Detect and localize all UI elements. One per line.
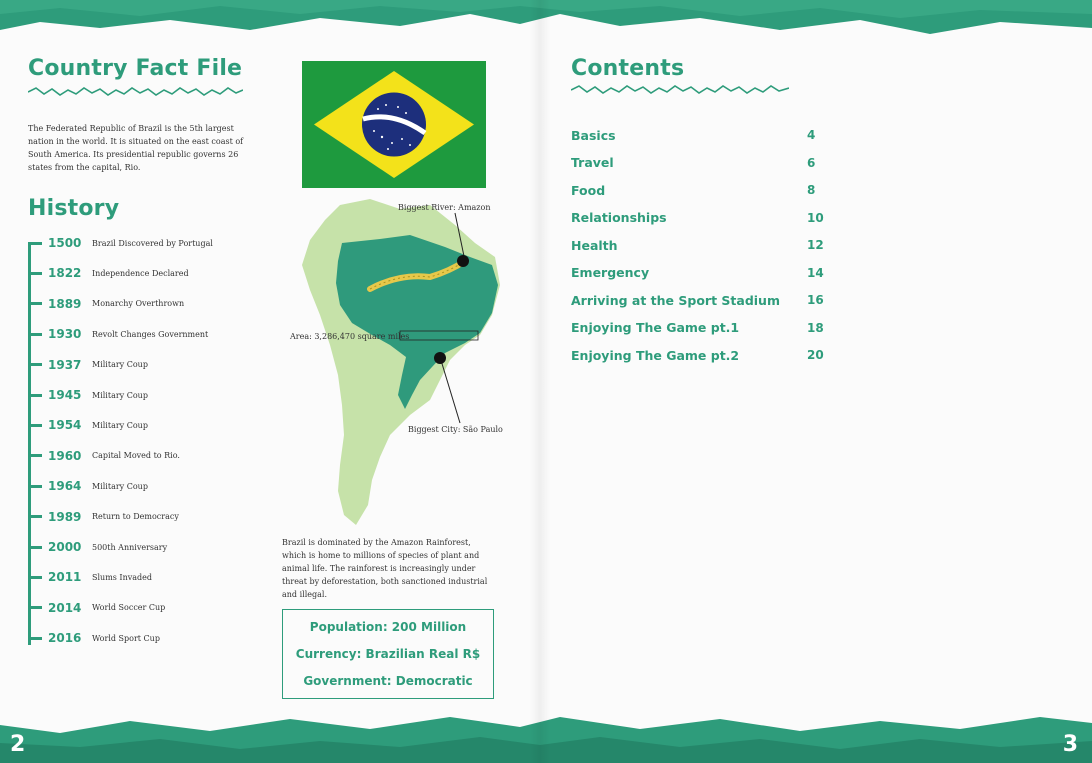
timeline-event: Slums Invaded [92,572,153,582]
contents-entry [571,126,831,144]
intro-paragraph: The Federated Republic of Brazil is the 5th largest nation in the world. It is situated on the east coast of South America. Its presidential republic governs 26 states from the capital, Rio. [28,124,244,172]
page-number-left: 2 [10,732,26,757]
timeline-entry [28,417,148,433]
timeline-tick [28,515,42,518]
contents-entry-label: Relationships [571,210,667,225]
timeline-tick [28,272,42,275]
timeline-tick [28,424,42,427]
timeline-entry [28,265,189,281]
timeline-tick [28,333,42,336]
currency-fact: Currency: Brazilian Real R$ [295,647,481,661]
map-label-area: Area: 3,286,470 square miles [290,332,410,341]
timeline-tick [28,242,42,245]
timeline-event: Brazil Discovered by Portugal [92,238,213,248]
page-title-contents: Contents [571,56,685,81]
timeline-event: Military Coup [92,420,148,430]
timeline-entry [28,509,179,525]
timeline-tick [28,637,42,640]
timeline-event: 500th Anniversary [92,542,168,552]
timeline-event: Independence Declared [92,268,189,278]
contents-entry-page: 10 [807,210,824,225]
contents-entry-page: 4 [807,128,816,142]
brazil-flag [302,61,486,188]
timeline-year: 1954 [48,418,82,433]
page-number-right: 3 [1062,732,1078,757]
timeline-entry [28,539,167,555]
timeline-entry [28,630,160,646]
contents-entry [571,264,831,282]
contents-entry-label: Enjoying The Game pt.1 [571,320,740,335]
contents-entry-label: Basics [571,127,616,143]
timeline-tick [28,576,42,579]
page-title-country-fact-file: Country Fact File [28,56,243,81]
contents-entry-label: Enjoying The Game pt.2 [571,347,740,363]
contents-entry-page: 18 [807,320,824,335]
timeline-year: 1500 [48,236,82,250]
contents-entry [571,181,831,199]
timeline-tick [28,302,42,305]
contents-entry-label: Emergency [571,265,650,280]
timeline-event: Capital Moved to Rio. [92,451,180,461]
contents-entry-label: Food [571,182,606,198]
timeline-entry [28,235,213,251]
contents-entry [571,154,831,172]
timeline-entry [28,448,180,464]
timeline-year: 1937 [48,357,82,372]
contents-entry-label: Travel [571,155,614,170]
government-fact: Government: Democratic [303,674,473,688]
contents-entry [571,346,831,364]
timeline-tick [28,546,42,549]
contents-entry [571,236,831,254]
timeline-year: 2014 [48,600,82,615]
timeline-entry [28,478,148,494]
timeline-entry [28,357,148,373]
contents-entry-page: 16 [807,293,824,307]
timeline-year: 2000 [48,540,82,554]
timeline-year: 1945 [48,388,82,402]
timeline-year: 1930 [48,327,82,342]
timeline-tick [28,485,42,488]
timeline-event: Revolt Changes Government [92,329,209,339]
timeline-year: 1889 [48,296,82,311]
timeline-event: Return to Democracy [92,512,179,522]
south-america-map [280,195,530,530]
contents-entry-page: 14 [807,265,824,280]
zigzag-decoration-contents [571,84,789,96]
contents-entry-page: 8 [807,183,816,197]
map-label-city: Biggest City: São Paulo [408,425,503,434]
contents-entry-label: Health [571,237,618,253]
timeline-year: 1960 [48,448,82,463]
population-fact: Population: 200 Million [309,620,467,634]
timeline-event: World Sport Cup [92,633,160,643]
timeline-entry [28,296,184,312]
timeline-year: 1989 [48,509,82,524]
timeline-event: Military Coup [92,360,148,370]
timeline-event: Monarchy Overthrown [92,299,185,309]
timeline-entry [28,569,152,585]
history-heading: History [28,196,120,221]
map-label-river: Biggest River: Amazon [398,203,491,212]
timeline-year: 2016 [48,631,82,646]
timeline-entry [28,387,148,403]
contents-entry [571,291,831,309]
timeline-event: Military Coup [92,390,148,400]
timeline-event: Military Coup [92,481,148,491]
timeline-year: 1964 [48,479,82,494]
timeline-entry [28,600,165,616]
timeline-tick [28,454,42,457]
timeline-year: 1822 [48,266,82,281]
key-facts-box [282,609,494,699]
rainforest-paragraph: Brazil is dominated by the Amazon Rainforest, which is home to millions of species of plant and animal life. The rainforest is increasingly under threat by deforestation, both sanctioned industrial and illegal. [282,538,488,599]
zigzag-decoration [28,86,243,98]
contents-entry-page: 12 [807,238,824,252]
timeline-tick [28,606,42,609]
contents-entry-page: 6 [807,155,816,170]
contents-entry [571,209,831,227]
timeline-year: 2011 [48,570,82,585]
right-page [540,0,1092,763]
timeline-tick [28,394,42,397]
timeline-event: World Soccer Cup [92,603,166,613]
contents-entry-label: Arriving at the Sport Stadium [571,292,780,308]
timeline-tick [28,363,42,366]
contents-entry-page: 20 [807,348,824,362]
contents-entry [571,319,831,337]
timeline-entry [28,326,208,342]
